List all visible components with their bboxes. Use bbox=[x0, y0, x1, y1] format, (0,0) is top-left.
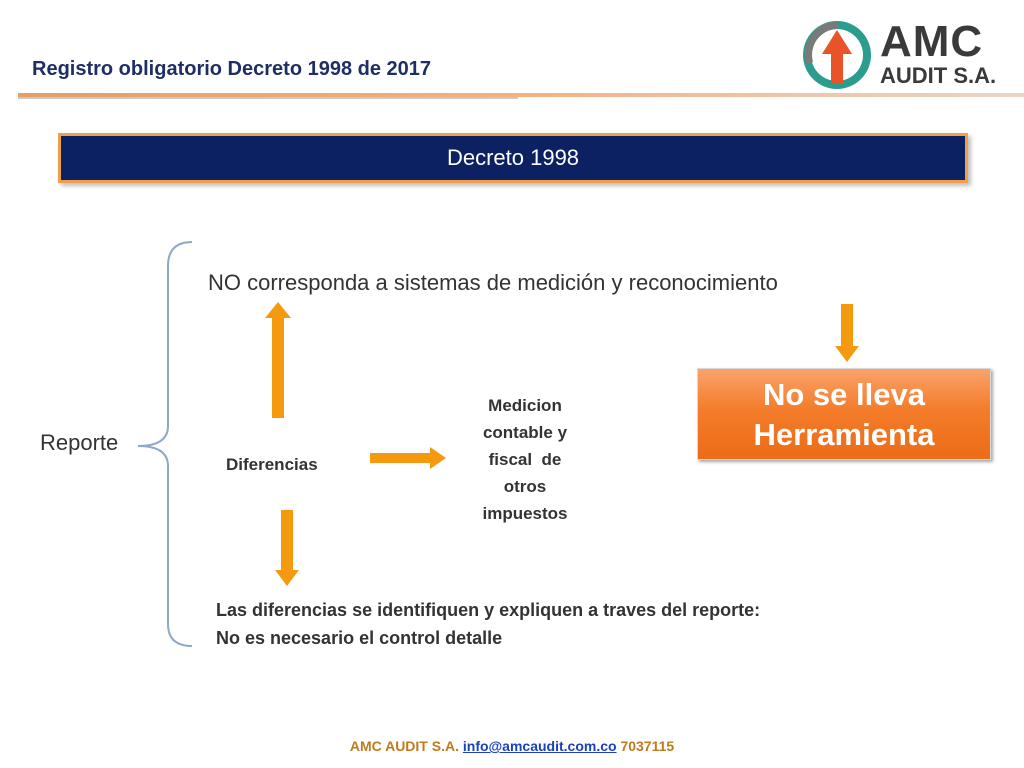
diferencias-label: Diferencias bbox=[226, 455, 318, 474]
medicion-line: fiscal de bbox=[488, 450, 562, 469]
arrow-up-icon bbox=[264, 302, 292, 418]
medicion-line: contable y bbox=[482, 423, 568, 442]
bottom-line: No es necesario el control detalle bbox=[216, 628, 503, 648]
arrow-down-result-icon bbox=[834, 304, 860, 362]
result-line: Herramienta bbox=[753, 417, 935, 452]
arrow-down-icon bbox=[274, 510, 300, 586]
decreto-banner: Decreto 1998 bbox=[58, 133, 968, 183]
left-brace bbox=[128, 236, 200, 652]
medicion-line: impuestos bbox=[482, 504, 568, 523]
header-divider-shadow bbox=[18, 97, 518, 99]
top-statement: NO corresponda a sistemas de medición y reconocimiento bbox=[208, 270, 778, 295]
result-line: No se lleva bbox=[763, 377, 925, 412]
page-title: Registro obligatorio Decreto 1998 de 2017 bbox=[32, 58, 432, 80]
bottom-line: Las diferencias se identifiquen y expliquen a traves del reporte: bbox=[216, 600, 761, 620]
footer-email-link[interactable]: info@amcaudit.com.co bbox=[462, 738, 617, 754]
footer-phone: 7037115 bbox=[620, 738, 675, 754]
medicion-line: Medicion bbox=[488, 396, 562, 415]
reporte-label: Reporte bbox=[40, 430, 119, 455]
result-box bbox=[697, 368, 991, 460]
logo-subtitle: AUDIT S.A. bbox=[880, 63, 997, 88]
footer bbox=[0, 738, 1024, 754]
medicion-line: otros bbox=[503, 477, 547, 496]
bottom-statement bbox=[216, 596, 760, 652]
arrow-right-icon bbox=[370, 446, 446, 470]
medicion-text bbox=[455, 392, 595, 527]
amc-logo-icon bbox=[800, 18, 874, 92]
logo-name: AMC bbox=[880, 17, 984, 66]
footer-company: AMC AUDIT S.A. bbox=[349, 738, 459, 754]
